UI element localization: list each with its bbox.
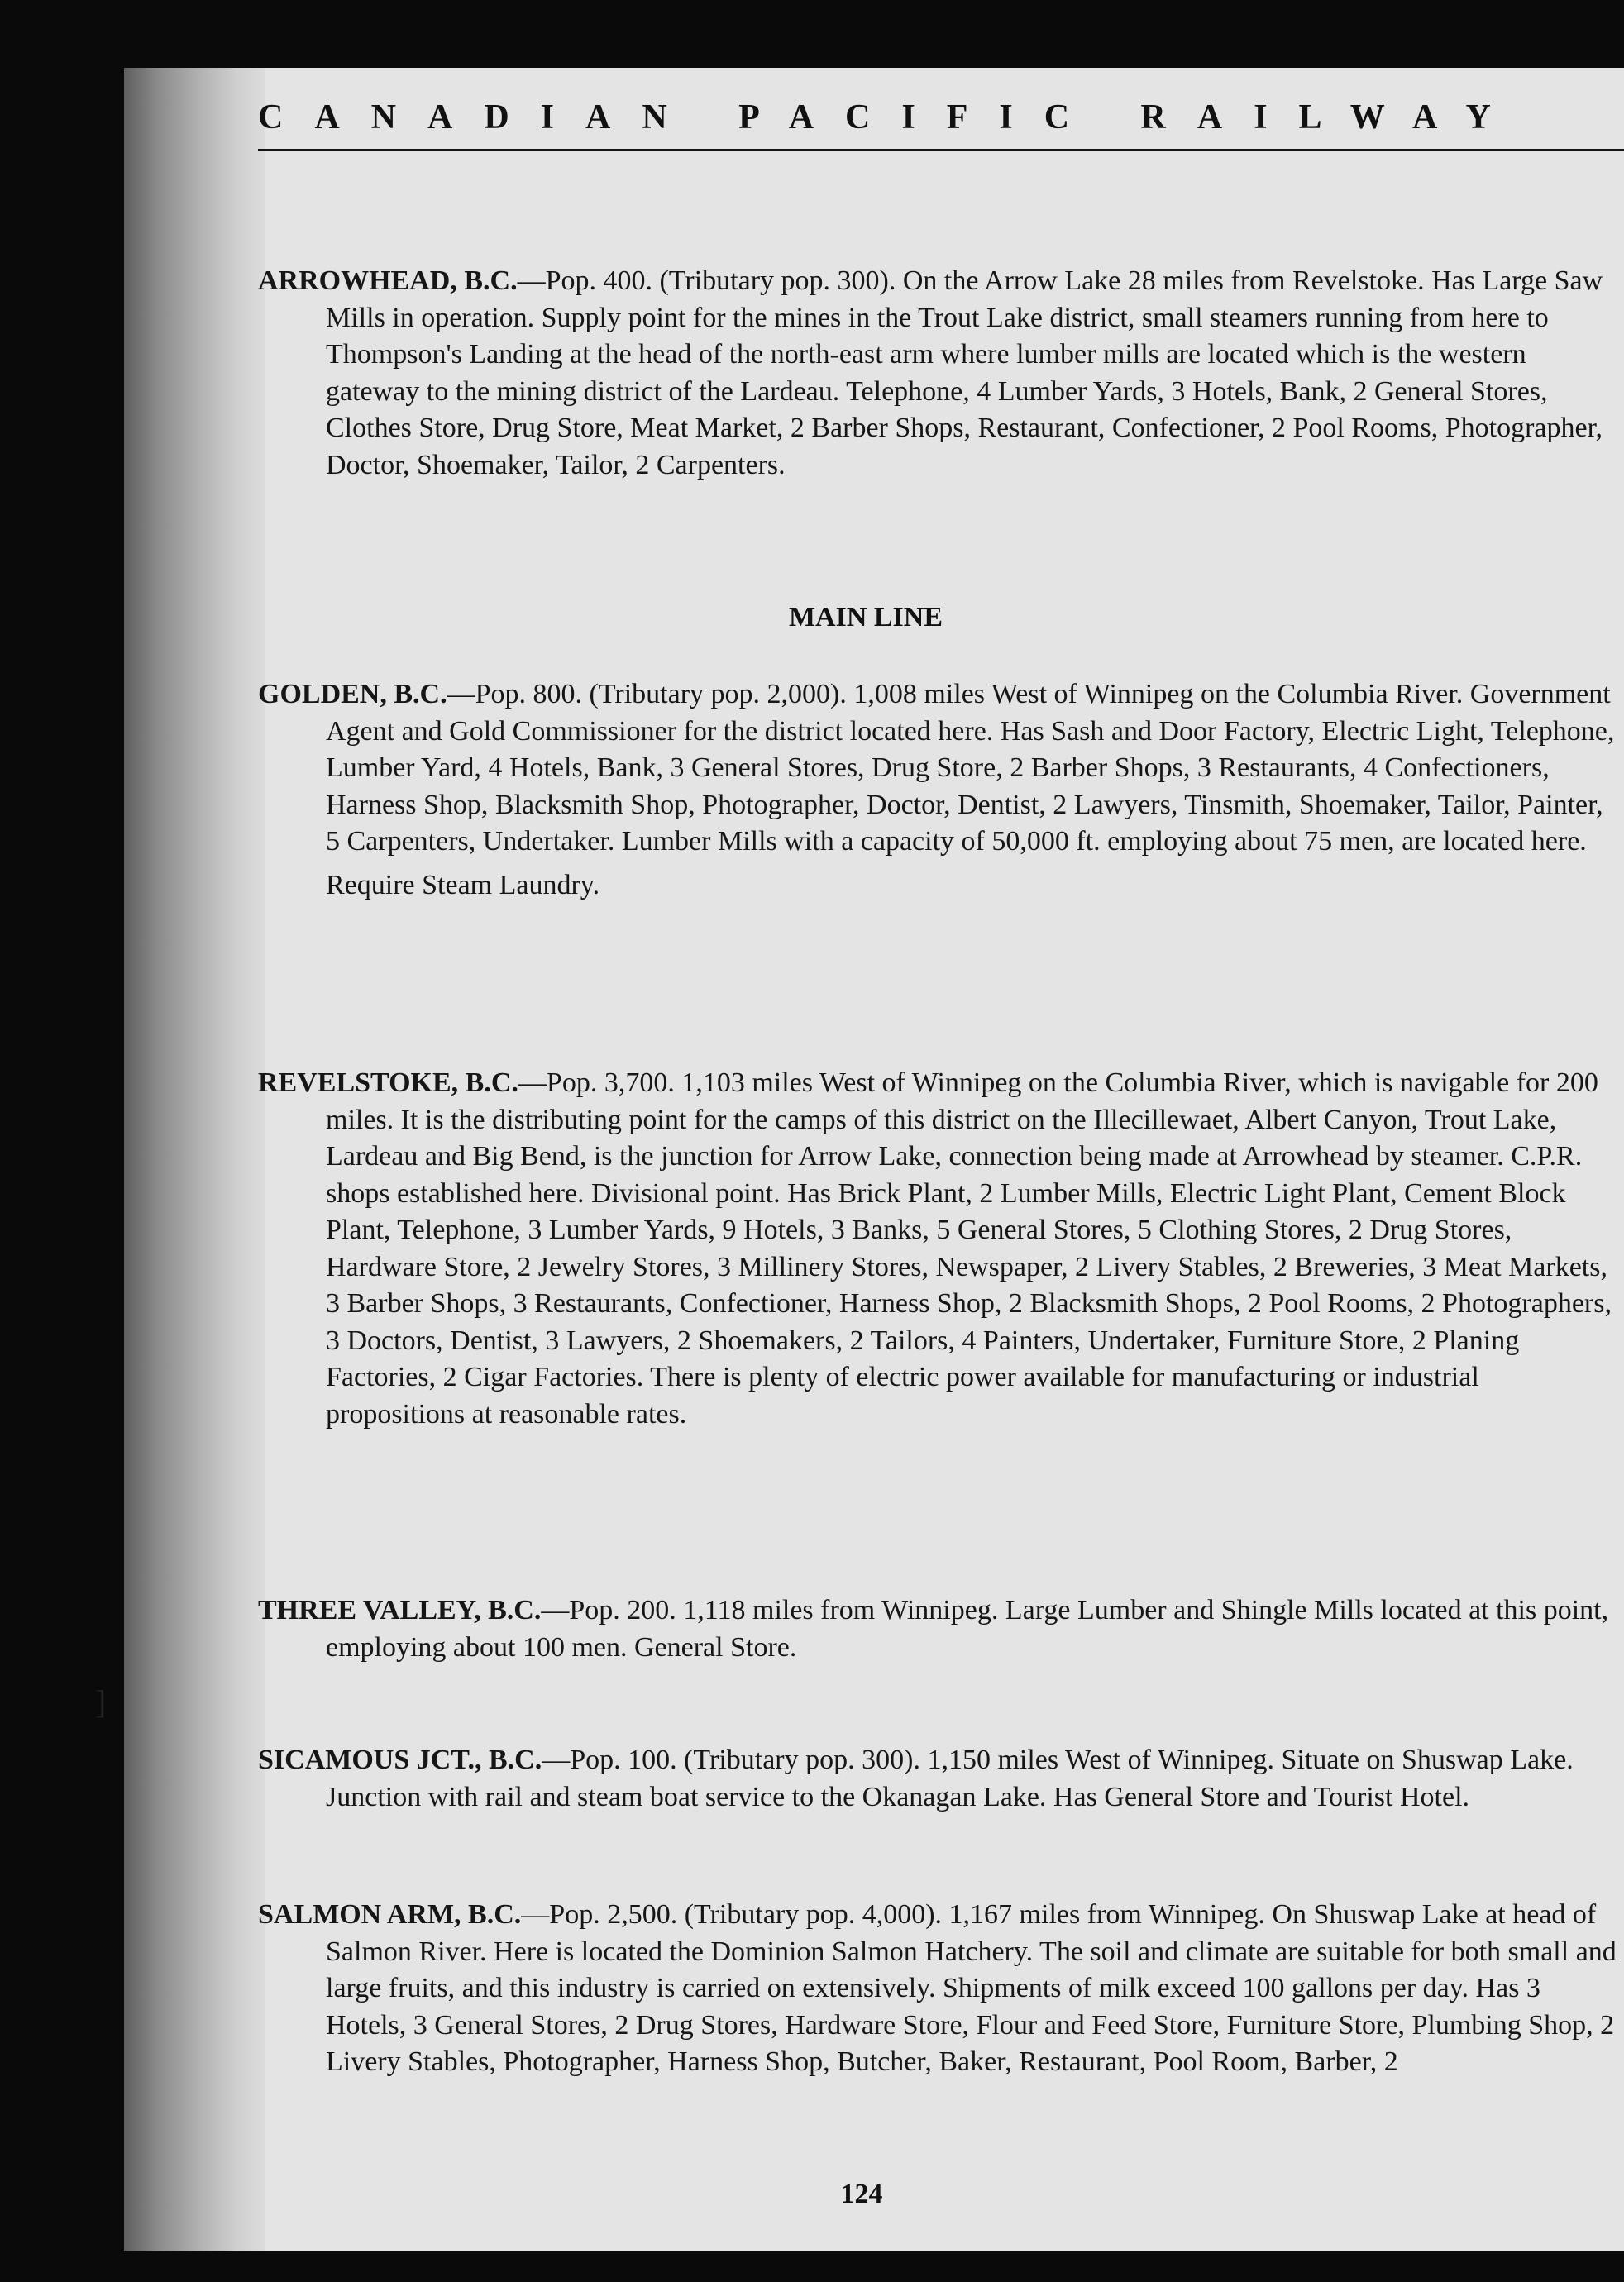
entry-name: SALMON ARM, B.C. bbox=[258, 1899, 522, 1930]
entry-arrowhead bbox=[258, 263, 1624, 484]
entry-text: —Pop. 100. (Tributary pop. 300). 1,150 miles West of Winnipeg. Situate on Shuswap Lake. Junction with rail and steam boat service to the Okanagan Lake. Has General Store and Tourist Hotel. bbox=[326, 1745, 1574, 1812]
book-binding bbox=[124, 68, 265, 2251]
page-number: 124 bbox=[840, 2179, 883, 2209]
entry-name: GOLDEN, B.C. bbox=[258, 679, 447, 709]
header-rule bbox=[258, 149, 1624, 151]
entry-name: REVELSTOKE, B.C. bbox=[258, 1067, 518, 1098]
entry-text: —Pop. 2,500. (Tributary pop. 4,000). 1,167 miles from Winnipeg. On Shuswap Lake at head of Salmon River. Here is located the Dominion Salmon Hatchery. The soil and climate are suitable for both small and large fruits, and this industry is carried on extensively. Shipments of milk exceed 100 gallons per day. Has 3 Hotels, 3 General Stores, 2 Drug Stores, Hardware Store, Flour and Feed Store, Furniture Store, Plumbing Shop, 2 Livery Stables, Photographer, Harness Shop, Butcher, Baker, Restaurant, Pool Room, Barber, 2 bbox=[326, 1899, 1617, 2077]
entry-salmon-arm bbox=[258, 1897, 1624, 2081]
entry-name: ARROWHEAD, B.C. bbox=[258, 265, 518, 296]
entry-text: —Pop. 3,700. 1,103 miles West of Winnipeg on the Columbia River, which is navigable for 200 miles. It is the distributing point for the camps of this district on the Illecillewaet, Albert Canyon, Trout Lake, Lardeau and Big Bend, is the junction for Arrow Lake, connection being made at Arrowhead by steamer. C.P.R. shops established here. Divisional point. Has Brick Plant, 2 Lumber Mills, Electric Light Plant, Cement Block Plant, Telephone, 3 Lumber Yards, 9 Hotels, 3 Banks, 5 General Stores, 5 Clothing Stores, 2 Drug Stores, Hardware Store, 2 Jewelry Stores, 3 Millinery Stores, Newspaper, 2 Livery Stables, 2 Breweries, 3 Meat Markets, 3 Barber Shops, 3 Restaurants, Confectioner, Harness Shop, 2 Blacksmith Shops, 2 Pool Rooms, 2 Photographers, 3 Doctors, Dentist, 3 Lawyers, 2 Shoemakers, 2 Tailors, 4 Painters, Undertaker, Furniture Store, 2 Planing Factories, 2 Cigar Factories. There is plenty of electric power available for manufacturing or industrial propositions at reasonable rates. bbox=[326, 1067, 1612, 1430]
binding-mark: ] bbox=[95, 1683, 107, 1721]
entry-text: —Pop. 800. (Tributary pop. 2,000). 1,008 miles West of Winnipeg on the Columbia River. Government Agent and Gold Commissioner for the district located here. Has Sash and Door Factory, Electric Light, Telephone, Lumber Yard, 4 Hotels, Bank, 3 General Stores, Drug Store, 2 Barber Shops, 3 Restaurants, 4 Confectioners, Harness Shop, Blacksmith Shop, Photographer, Doctor, Dentist, 2 Lawyers, Tinsmith, Shoemaker, Tailor, Painter, 5 Carpenters, Undertaker. Lumber Mills with a capacity of 50,000 ft. employing about 75 men, are located here. bbox=[326, 679, 1615, 857]
page-header: CANADIAN PACIFIC RAILWAY bbox=[258, 98, 1522, 136]
section-title: MAIN LINE bbox=[788, 602, 943, 633]
entry-name: THREE VALLEY, B.C. bbox=[258, 1595, 542, 1626]
entry-sicamous bbox=[258, 1742, 1624, 1816]
entry-text: —Pop. 200. 1,118 miles from Winnipeg. Large Lumber and Shingle Mills located at this point, employing about 100 men. General Store. bbox=[326, 1595, 1609, 1663]
entry-revelstoke bbox=[258, 1065, 1624, 1433]
entry-note: Require Steam Laundry. bbox=[326, 869, 600, 900]
entry-golden bbox=[258, 676, 1624, 904]
entry-three-valley bbox=[258, 1592, 1624, 1666]
entry-text: —Pop. 400. (Tributary pop. 300). On the Arrow Lake 28 miles from Revelstoke. Has Large Saw Mills in operation. Supply point for the mines in the Trout Lake district, small steamers running from here to Thompson's Landing at the head of the north-east arm where lumber mills are located which is the western gateway to the mining district of the Lardeau. Telephone, 4 Lumber Yards, 3 Hotels, Bank, 2 General Stores, Clothes Store, Drug Store, Meat Market, 2 Barber Shops, Restaurant, Confectioner, 2 Pool Rooms, Photographer, Doctor, Shoemaker, Tailor, 2 Carpenters. bbox=[326, 265, 1603, 480]
entry-name: SICAMOUS JCT., B.C. bbox=[258, 1745, 542, 1775]
